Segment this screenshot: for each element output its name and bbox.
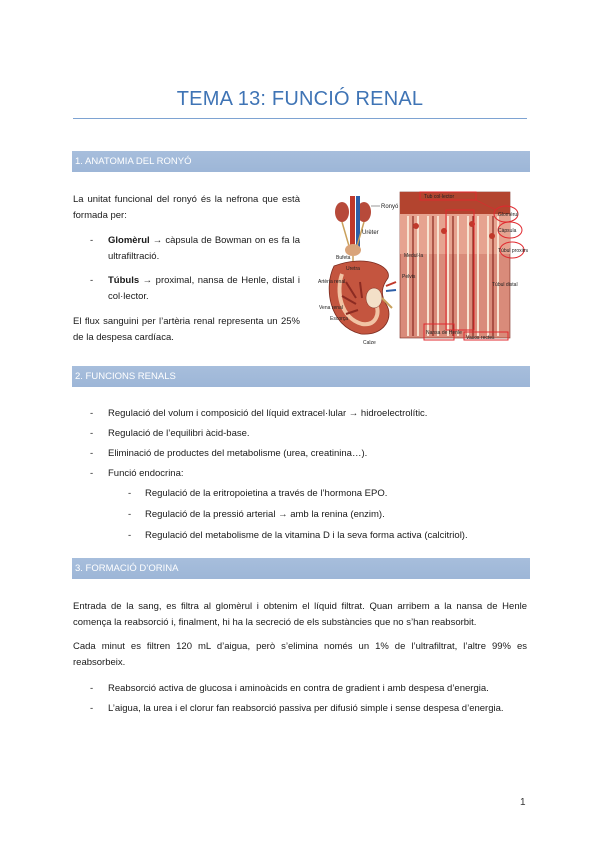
urine-paragraph-1: Entrada de la sang, es filtra al glomèrul i obtenim el líquid filtrat. Quan arribem a la nansa de Henle comença la reabsorció i, finalment, hi ha la secreció de els substàncies que no s’han reabsorbit. — [73, 601, 527, 628]
definition-tubules: → proximal, nansa de Henle, distal i col·lector. — [108, 275, 300, 302]
title-divider — [73, 118, 527, 119]
label-glomerulus: Glomèrul — [498, 212, 519, 218]
list-bullet: - — [90, 468, 94, 479]
kidney-cross-section — [329, 261, 396, 334]
label-bladder: Bufeta — [336, 255, 351, 261]
section-header-urine: 3. FORMACIÓ D’ORINA — [72, 558, 530, 579]
label-proximal: Túbul proximal — [498, 248, 528, 254]
label-capsule: Càpsula — [498, 228, 517, 234]
label-henle-loop: Nansa de Henle — [426, 330, 462, 336]
label-ureter: Urèter — [362, 230, 379, 236]
list-bullet: - — [90, 408, 94, 419]
label-cortex: Escorça — [330, 316, 349, 322]
page-number: 1 — [520, 797, 526, 808]
term-glomerulus: Glomèrul — [108, 235, 150, 246]
label-collecting-duct: Tub col·lector — [424, 194, 455, 200]
list-item-tubules — [108, 273, 300, 305]
sublist-item-endocrine: Regulació de la eritropoietina a través de l’hormona EPO. — [145, 488, 388, 499]
list-item-function: Regulació del volum i composició del líquid extracel·lular → hidroelectrolític. — [108, 408, 428, 419]
list-bullet: - — [90, 448, 94, 459]
list-item-reabsorption: Reabsorció activa de glucosa i aminoàcids en contra de gradient i amb despesa d’energia. — [108, 683, 489, 694]
page-title: TEMA 13: FUNCIÓ RENAL — [176, 88, 424, 110]
list-bullet: - — [90, 683, 94, 694]
sublist-item-endocrine: Regulació de la pressió arterial → amb la renina (enzim). — [145, 509, 385, 520]
list-item-glomerulus — [108, 233, 300, 265]
list-bullet: - — [90, 235, 94, 246]
kidney-illustration — [316, 186, 528, 347]
anatomy-intro: La unitat funcional del ronyó és la nefrona que està formada per: — [73, 194, 300, 221]
label-vasa-recta: Vasos rectes — [466, 335, 495, 341]
list-bullet: - — [90, 703, 94, 714]
list-item-function: Regulació de l’equilibri àcid-base. — [108, 428, 250, 439]
list-bullet: - — [90, 428, 94, 439]
label-renal-artery: Artèria renal — [318, 279, 346, 285]
sublist-bullet: - — [128, 530, 132, 541]
section-header-functions: 2. FUNCIONS RENALS — [72, 366, 530, 387]
label-calyx: Calze — [363, 340, 376, 346]
section-header-anatomy: 1. ANATOMIA DEL RONYÓ — [72, 151, 530, 172]
list-bullet: - — [90, 275, 94, 286]
label-pelvis: Pelvis — [402, 274, 416, 280]
sublist-bullet: - — [128, 488, 132, 499]
list-item-function: Funció endocrina: — [108, 468, 184, 479]
sublist-item-endocrine: Regulació del metabolisme de la vitamina D i la seva forma activa (calcitriol). — [145, 530, 468, 541]
label-renal-vein: Vena renal — [319, 305, 343, 311]
label-distal: Túbul distal — [492, 282, 518, 288]
list-item-reabsorption: L’aigua, la urea i el clorur fan reabsorció passiva per difusió simple i sense despesa d’energia. — [108, 703, 504, 714]
list-item-function: Eliminació de productes del metabolisme (urea, creatinina…). — [108, 448, 368, 459]
nephron-tissue-block — [400, 192, 510, 338]
label-medulla: Medul·la — [404, 253, 424, 259]
term-tubules: Túbuls — [108, 275, 140, 286]
label-urethra: Uretra — [346, 266, 360, 272]
kidney-nephron-figure — [316, 186, 528, 347]
urine-paragraph-2: Cada minut es filtren 120 mL d’aigua, però s’elimina només un 1% de l’ultrafiltrat, l’altre 99% es reabsorbeix. — [73, 641, 527, 668]
definition-glomerulus: → càpsula de Bowman on es fa la ultrafiltració. — [108, 235, 300, 262]
label-kidney: Ronyó — [381, 204, 399, 210]
sublist-bullet: - — [128, 509, 132, 520]
anatomy-outro: El flux sanguini per l’artèria renal representa un 25% de la despesa cardíaca. — [73, 316, 300, 343]
